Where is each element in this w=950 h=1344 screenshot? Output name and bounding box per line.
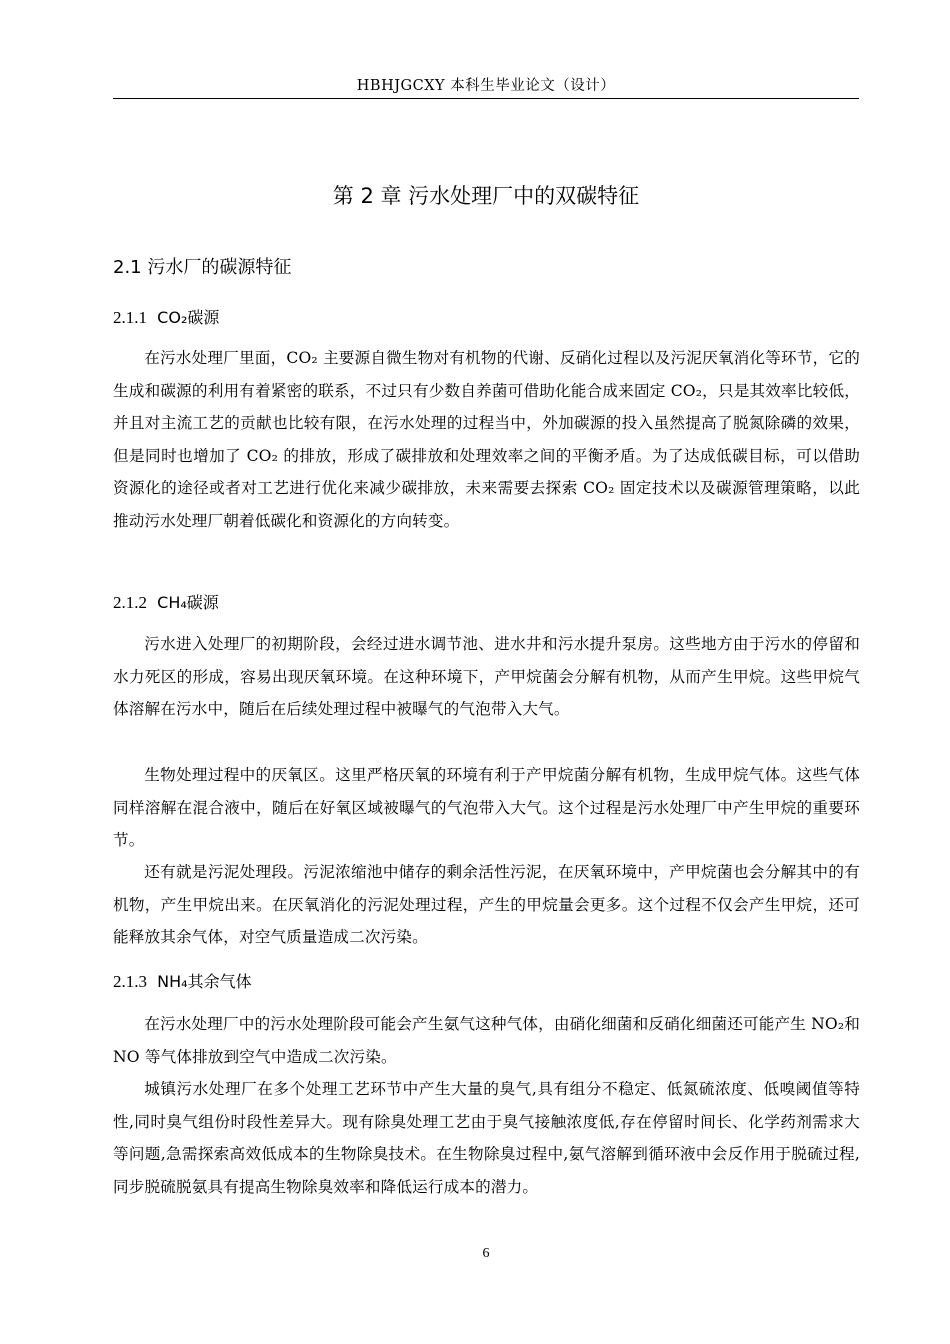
subsection-heading-nh4 [113, 969, 252, 995]
subsection-number: 2.1.3 [113, 972, 147, 991]
subsection-number: 2.1.1 [113, 308, 147, 327]
header-rule [113, 98, 859, 99]
paragraph-nh3-gases: 在污水处理厂中的污水处理阶段可能会产生氨气这种气体，由硝化细菌和反硝化细菌还可能产生 NO₂和 NO 等气体排放到空气中造成二次污染。 [113, 1015, 860, 1066]
subsection-title: CO₂碳源 [157, 308, 220, 327]
subsection-title: CH₄碳源 [157, 593, 219, 612]
paragraph-odor-treatment: 城镇污水处理厂在多个处理工艺环节中产生大量的臭气,具有组分不稳定、低氮硫浓度、低嗅阈值等特性,同时臭气组份时段性差异大。现有除臭处理工艺由于臭气接触浓度低,存在停留时间长、化学药剂需求大等问题,急需探索高效低成本的生物除臭技术。在生物除臭过程中,氨气溶解到循环液中会反作用于脱硫过程,同步脱硫脱氨具有提高生物除臭效率和降低运行成本的潜力。 [113, 1080, 860, 1196]
page-number: 6 [482, 1246, 490, 1261]
subsection-title: NH₄其余气体 [157, 972, 252, 991]
subsection-number: 2.1.2 [113, 593, 147, 612]
section-heading: 2.1 污水厂的碳源特征 [113, 257, 292, 278]
paragraph-ch4-sludge: 还有就是污泥处理段。污泥浓缩池中储存的剩余活性污泥，在厌氧环境中，产甲烷菌也会分解其中的有机物，产生甲烷出来。在厌氧消化的污泥处理过程，产生的甲烷量会更多。这个过程不仅会产生甲烷，还可能释放其余气体，对空气质量造成二次污染。 [113, 863, 860, 946]
paragraph-ch4-anaerobic-zone: 生物处理过程中的厌氧区。这里严格厌氧的环境有利于产甲烷菌分解有机物，生成甲烷气体。这些气体同样溶解在混合液中，随后在好氧区域被曝气的气泡带入大气。这个过程是污水处理厂中产生甲烷的重要环节。 [113, 766, 860, 849]
subsection-heading-ch4 [113, 590, 219, 616]
chapter-title: 第 2 章 污水处理厂中的双碳特征 [332, 184, 640, 208]
running-header: HBHJGCXY 本科生毕业论文（设计） [356, 78, 616, 94]
paragraph-ch4-inlet: 污水进入处理厂的初期阶段，会经过进水调节池、进水井和污水提升泵房。这些地方由于污水的停留和水力死区的形成，容易出现厌氧环境。在这种环境下，产甲烷菌会分解有机物，从而产生甲烷。这些甲烷气体溶解在污水中，随后在后续处理过程中被曝气的气泡带入大气。 [113, 635, 860, 718]
paragraph-co2-source: 在污水处理厂里面，CO₂ 主要源自微生物对有机物的代谢、反硝化过程以及污泥厌氧消化等环节，它的生成和碳源的利用有着紧密的联系，不过只有少数自养菌可借助化能合成来固定 CO₂，只是其效率比较低，并且对主流工艺的贡献也比较有限，在污水处理的过程当中，外加碳源的投入虽然提高了脱氮除磷的效果，但是同时也增加了 CO₂ 的排放，形成了碳排放和处理效率之间的平衡矛盾。为了达成低碳目标，可以借助资源化的途径或者对工艺进行优化来减少碳排放，未来需要去探索 CO₂ 固定技术以及碳源管理策略，以此推动污水处理厂朝着低碳化和资源化的方向转变。 [113, 349, 860, 530]
subsection-heading-co2 [113, 305, 219, 331]
